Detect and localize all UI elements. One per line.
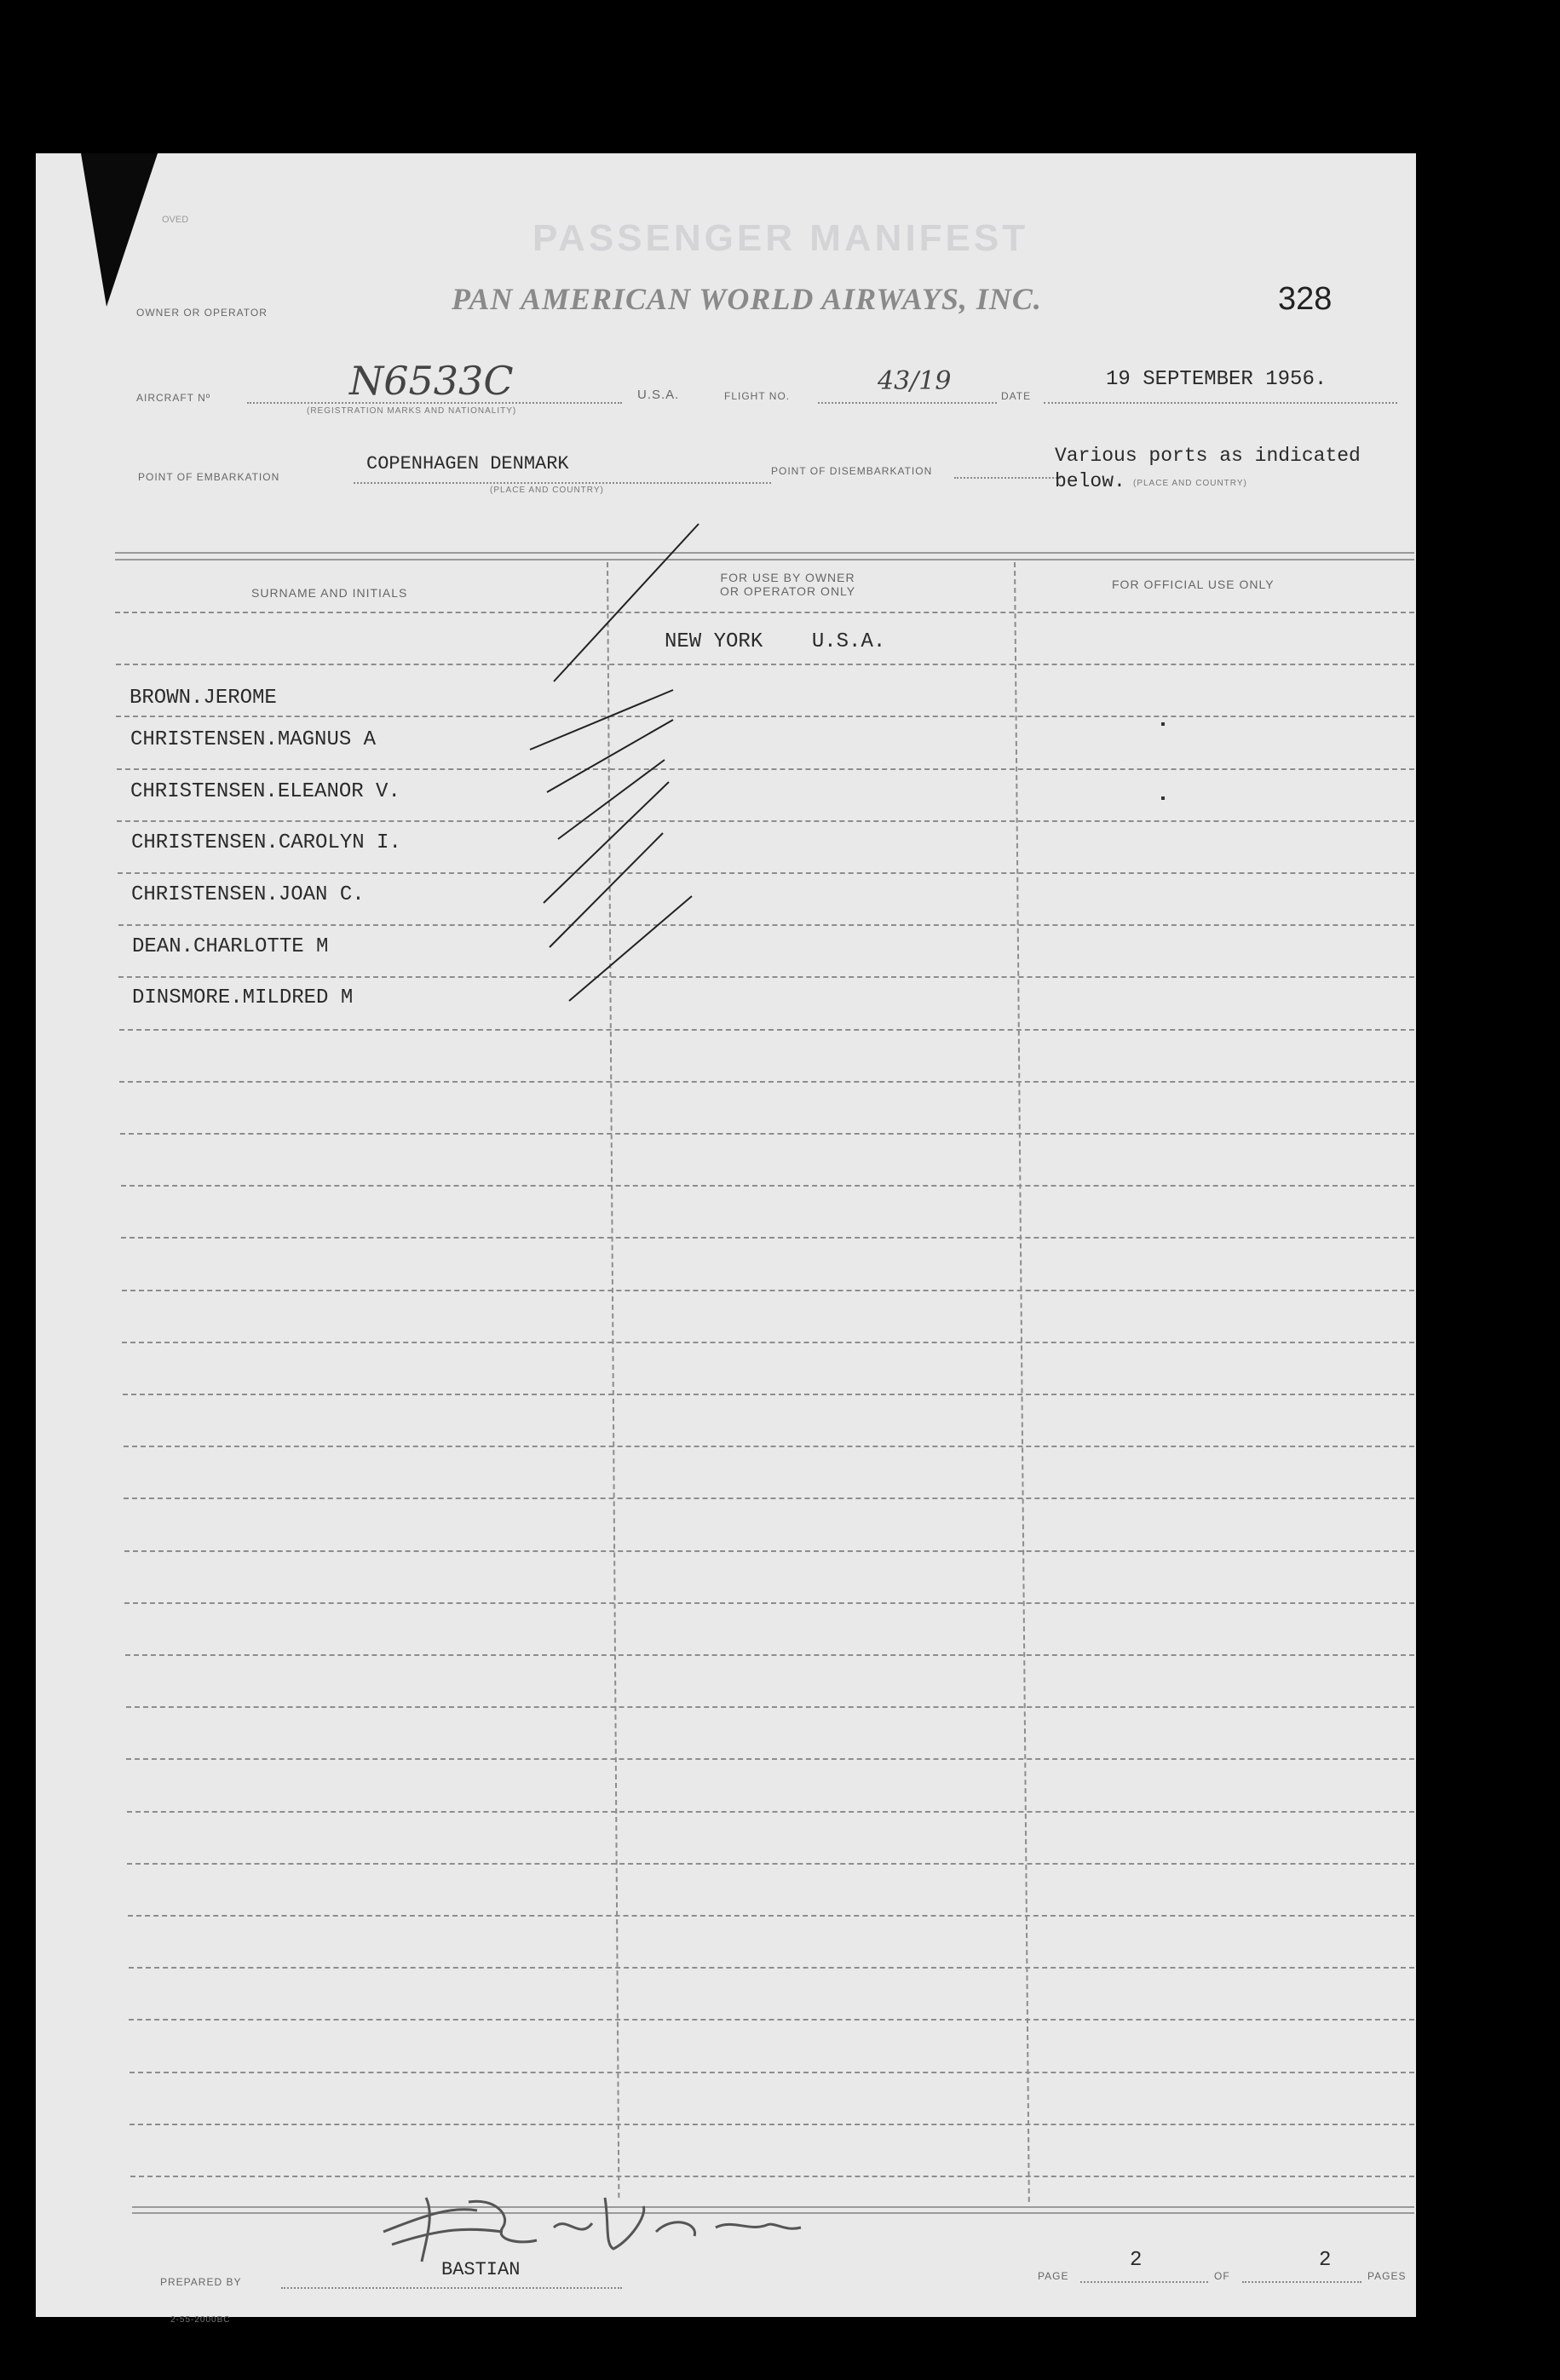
page-label: PAGE [1038, 2270, 1069, 2282]
passenger-name: CHRISTENSEN.MAGNUS A [130, 728, 377, 751]
check-marks [511, 511, 733, 1022]
form-number: 2-55-2000BC [170, 2315, 231, 2325]
table-row-rule [128, 1915, 1414, 1917]
table-row-rule [118, 872, 1414, 874]
table-row-rule [129, 2019, 1414, 2021]
table-row-rule [127, 1863, 1414, 1865]
disembark-caption: (PLACE AND COUNTRY) [1133, 479, 1247, 488]
prepared-label: PREPARED BY [160, 2276, 242, 2288]
col-header-owner-line1: FOR USE BY OWNER [720, 571, 855, 584]
check-mark [558, 760, 665, 839]
sheet-number: 328 [1278, 281, 1333, 317]
form-title: PASSENGER MANIFEST [532, 217, 1029, 259]
table-row-rule [124, 1550, 1414, 1552]
dot-mark [1161, 722, 1165, 726]
passenger-name: CHRISTENSEN.JOAN C. [131, 883, 365, 906]
table-row-rule [129, 1967, 1414, 1969]
disembark-line [954, 477, 1061, 479]
table-top-rule-2 [115, 559, 1414, 561]
col-header-surname: SURNAME AND INITIALS [251, 586, 408, 600]
table-top-rule [115, 552, 1414, 554]
table-row-rule [117, 768, 1414, 770]
table-row-rule [116, 664, 1414, 665]
passenger-name: BROWN.JEROME [130, 687, 277, 710]
table-row-rule [119, 1081, 1414, 1083]
flight-value: 43/19 [878, 366, 952, 396]
destination-value: NEW YORK U.S.A. [665, 630, 886, 653]
date-line [1044, 402, 1397, 404]
date-value: 19 SEPTEMBER 1956. [1106, 368, 1327, 391]
table-row-rule [124, 1498, 1414, 1499]
table-row-rule [120, 1133, 1414, 1135]
prepared-line [281, 2287, 622, 2289]
table-row-rule [116, 716, 1414, 717]
check-mark [547, 720, 673, 792]
check-mark [554, 524, 699, 681]
table-row-rule [125, 1654, 1414, 1656]
table-row-rule [124, 1446, 1414, 1447]
approval-stamp [162, 215, 188, 225]
disembark-value-line1: Various ports as indicated [1055, 445, 1361, 467]
check-mark [544, 782, 669, 903]
table-row-rule [118, 976, 1414, 978]
registration-caption: (REGISTRATION MARKS AND NATIONALITY) [307, 406, 517, 416]
embark-label: POINT OF EMBARKATION [138, 471, 280, 483]
check-mark [530, 690, 673, 750]
passenger-name: CHRISTENSEN.ELEANOR V. [130, 780, 400, 803]
table-row-rule [118, 924, 1414, 926]
table-row-rule [115, 612, 1414, 613]
disembark-value-line2: below. [1055, 470, 1125, 492]
check-mark [569, 896, 692, 1001]
of-value: 2 [1319, 2249, 1332, 2272]
passenger-name: DEAN.CHARLOTTE M [132, 935, 329, 958]
table-row-rule [123, 1394, 1414, 1395]
flight-line [818, 402, 997, 404]
col-header-owner-line2: OR OPERATOR ONLY [720, 584, 856, 598]
table-row-rule [121, 1185, 1414, 1187]
table-row-rule [122, 1342, 1414, 1343]
passenger-name: DINSMORE.MILDRED M [132, 986, 354, 1009]
pages-label: PAGES [1367, 2270, 1407, 2282]
table-row-rule [130, 2176, 1414, 2177]
page-value: 2 [1130, 2249, 1143, 2272]
page-line [1080, 2281, 1208, 2283]
torn-corner [81, 153, 158, 307]
passenger-name: CHRISTENSEN.CAROLYN I. [131, 831, 401, 854]
prepared-value: BASTIAN [441, 2259, 521, 2280]
of-line [1242, 2281, 1361, 2283]
of-label: OF [1214, 2270, 1230, 2282]
col-header-official: FOR OFFICIAL USE ONLY [1112, 578, 1275, 591]
owner-label: OWNER OR OPERATOR [136, 307, 268, 319]
check-mark [550, 833, 663, 947]
table-row-rule [121, 1237, 1414, 1239]
aircraft-label: AIRCRAFT Nº [136, 392, 211, 404]
table-row-rule [122, 1290, 1414, 1291]
dot-mark [1161, 796, 1165, 800]
table-row-rule [130, 2072, 1414, 2073]
aircraft-value: N6533C [349, 358, 514, 404]
date-label: DATE [1001, 390, 1032, 402]
embark-line [354, 482, 771, 484]
table-row-rule [119, 1029, 1414, 1031]
embark-caption: (PLACE AND COUNTRY) [490, 486, 604, 495]
usa-label: U.S.A. [637, 388, 680, 402]
flight-label: FLIGHT NO. [724, 390, 791, 402]
table-row-rule [127, 1811, 1414, 1813]
owner-value: PAN AMERICAN WORLD AIRWAYS, INC. [452, 282, 1042, 316]
stamp-text: OVED [162, 215, 189, 225]
table-row-rule [124, 1602, 1414, 1604]
disembark-label: POINT OF DISEMBARKATION [771, 465, 933, 477]
table-row-rule [126, 1706, 1414, 1708]
embark-value: COPENHAGEN DENMARK [366, 453, 569, 474]
table-row-rule [130, 2124, 1414, 2125]
col-header-owner [720, 571, 855, 598]
table-row-rule [126, 1758, 1414, 1760]
table-row-rule [117, 820, 1414, 822]
